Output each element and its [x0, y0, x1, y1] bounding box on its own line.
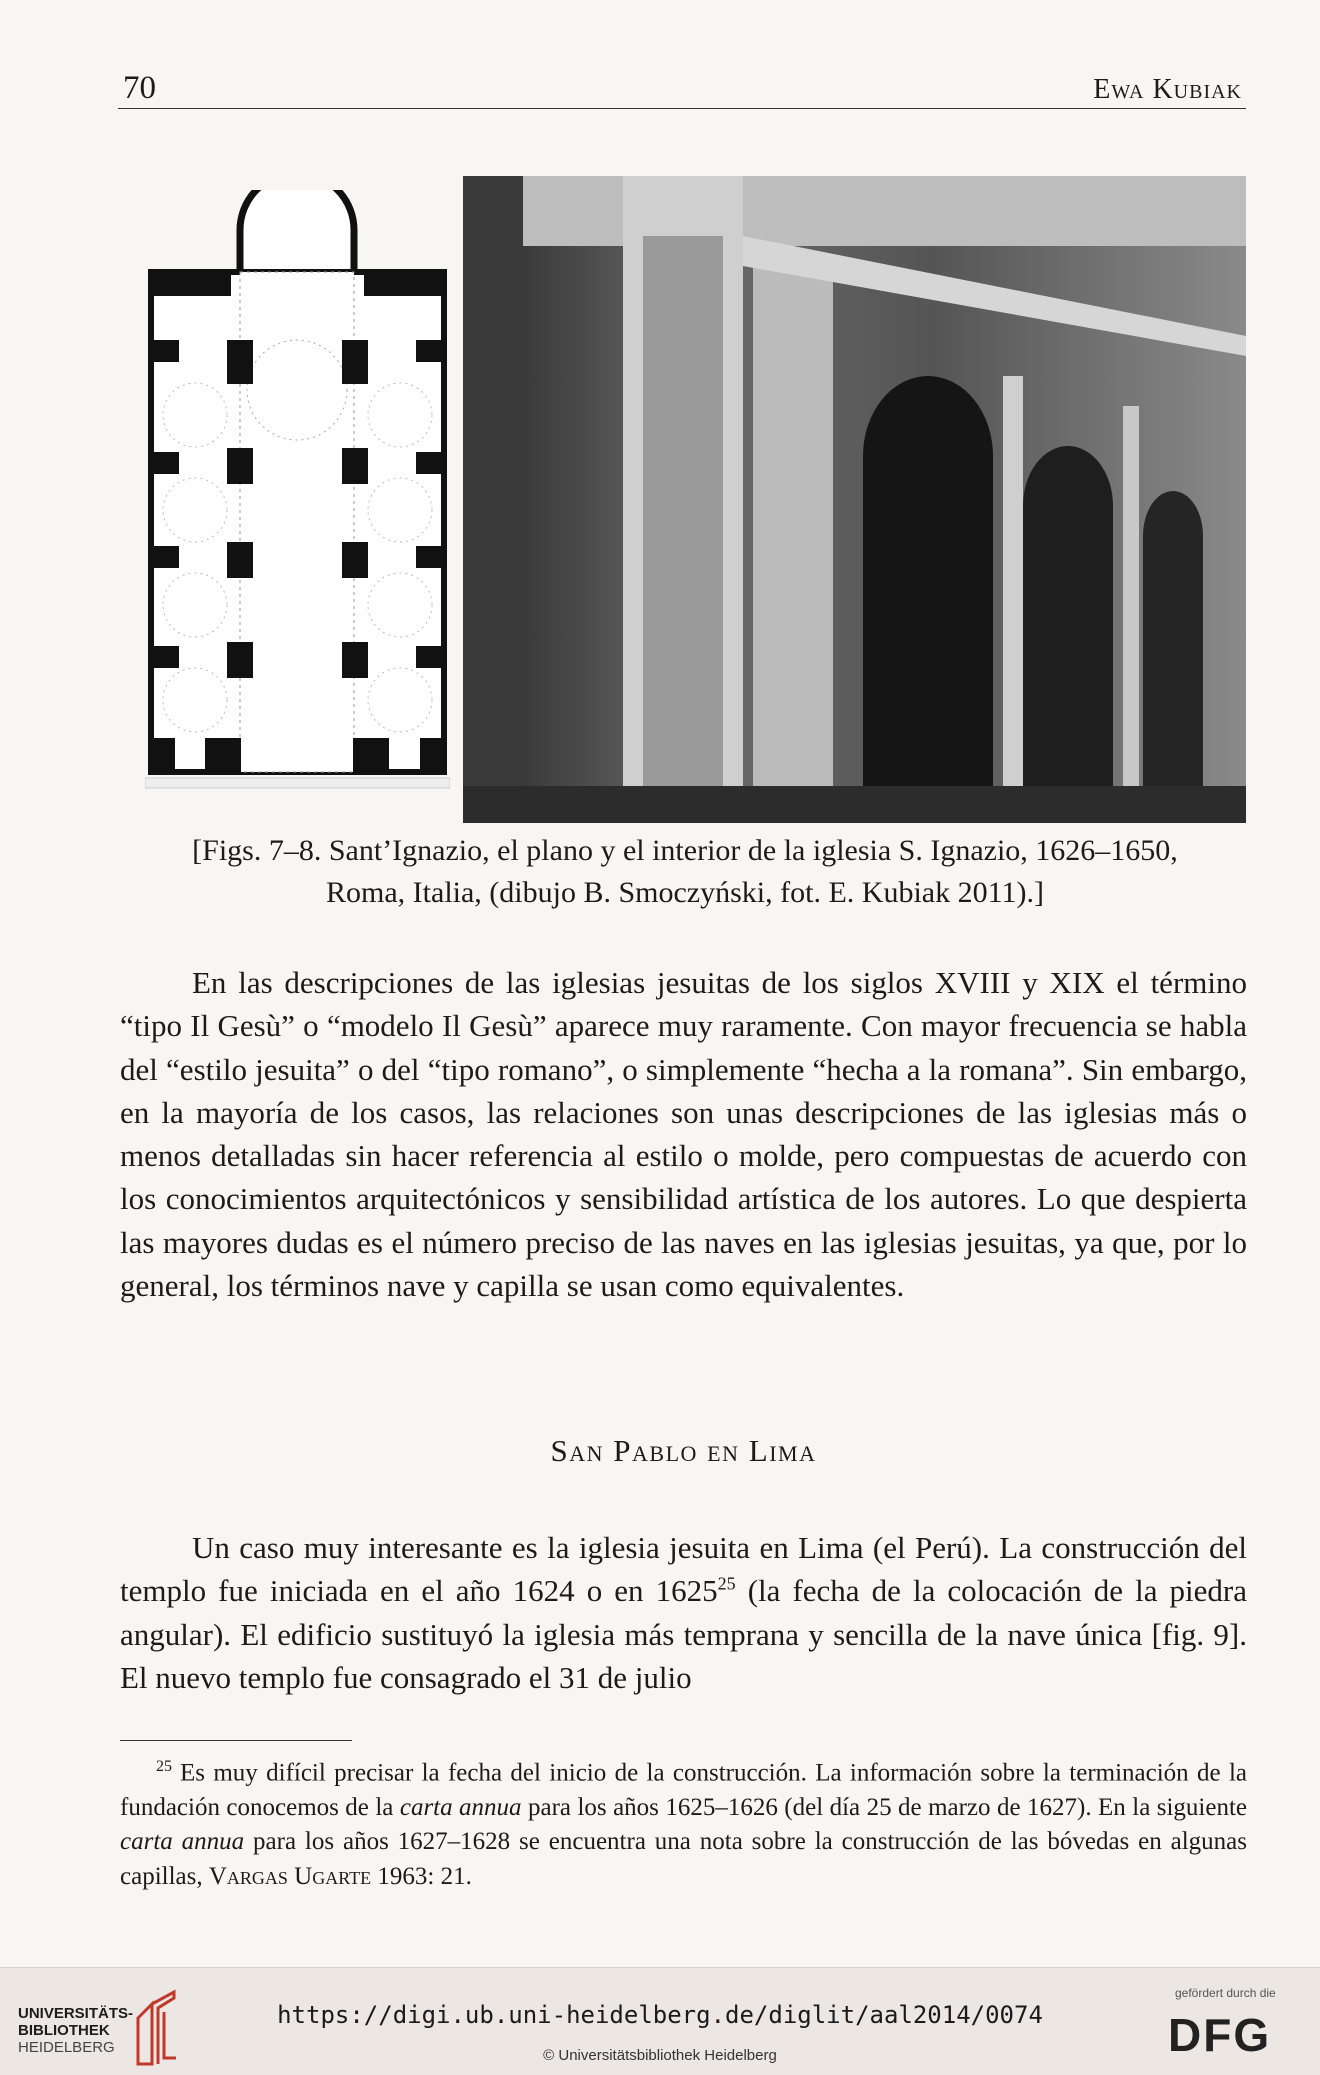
footnote-number: 25	[156, 1758, 172, 1775]
figure-caption	[120, 830, 1250, 914]
footnote-italic-2: carta annua	[120, 1828, 245, 1856]
paragraph-1-text: En las descripciones de las iglesias jesuitas de los siglos XVIII y XIX el término “tipo Il Gesù” o “modelo Il Gesù” aparece muy raramente. Con mayor frecuencia se habla del “estilo jesuita” o del “tipo romano”, o simplemente “hecha a la romana”. Sin embargo, en la mayoría de los casos, las relaciones son unas descripciones de las iglesias más o menos detalladas sin hacer referencia al estilo o molde, pero compuestas de acuerdo con los conocimientos arquitectónicos y sensibilidad artística de los autores. Lo que despierta las mayores dudas es el número preciso de las naves en las iglesias jesuitas, ya que, por lo general, los términos nave y capilla se usan como equivalentes.	[120, 965, 1247, 1304]
copyright-notice: © Universitätsbibliothek Heidelberg	[543, 2047, 777, 2064]
footnote-text-a: Es muy difícil precisar la fecha del inicio de la construcción. La información sobre la terminación de la fundación conocemos de la	[120, 1759, 1247, 1821]
footnote-text-d: 1963: 21.	[371, 1862, 472, 1890]
library-name-line-2: BIBLIOTHEK	[18, 2022, 110, 2039]
funding-label: gefördert durch die	[1175, 1986, 1276, 2000]
library-name-line-1: UNIVERSITÄTS-	[18, 2005, 134, 2022]
footnote-rule	[120, 1740, 352, 1741]
footnote	[120, 1750, 1247, 1894]
footnote-italic-1: carta annua	[399, 1793, 522, 1821]
paragraph-2-text-a: Un caso muy interesante es la iglesia jesuita en Lima (el Perú). La construcción del templo fue iniciada en el año 1624 o en 1625	[120, 1530, 1247, 1609]
footnote-text-c: para los años 1627–1628 se encuentra una nota sobre la construcción de las bóvedas en algunas capillas,	[120, 1828, 1247, 1890]
caption-line-2: Roma, Italia, (dibujo B. Smoczyński, fot. E. Kubiak 2011).]	[326, 876, 1044, 909]
library-name-line-3: HEIDELBERG	[18, 2039, 115, 2056]
caption-line-1: [Figs. 7–8. Sant’Ignazio, el plano y el interior de la iglesia S. Ignazio, 1626–1650,	[192, 834, 1178, 867]
footnote-text-b: para los años 1625–1626 (del día 25 de marzo de 1627). En la siguiente	[521, 1793, 1247, 1821]
paragraph-2-text-b: (la fecha de la colocación de la piedra angular). El edificio sustituyó la iglesia más temprana y sencilla de la nave única [fig. 9]. El nuevo templo fue consagrado el 31 de julio	[120, 1573, 1247, 1695]
floor-plan-image	[145, 190, 450, 800]
body-paragraph-2	[120, 1526, 1247, 1699]
footnote-author-ref: Vargas Ugarte	[208, 1862, 372, 1890]
running-head-author: Ewa Kubiak	[1093, 74, 1242, 105]
interior-photo	[463, 176, 1246, 823]
page-number: 70	[123, 70, 156, 106]
header-rule	[118, 108, 1246, 109]
dfg-logo: DFG	[1168, 2009, 1272, 2061]
body-paragraph-1	[120, 961, 1247, 1307]
page-url-link[interactable]: https://digi.ub.uni-heidelberg.de/diglit/aal2014/0074	[277, 2001, 1043, 2029]
section-heading: San Pablo en Lima	[550, 1433, 817, 1468]
footnote-reference[interactable]: 25	[717, 1573, 736, 1594]
